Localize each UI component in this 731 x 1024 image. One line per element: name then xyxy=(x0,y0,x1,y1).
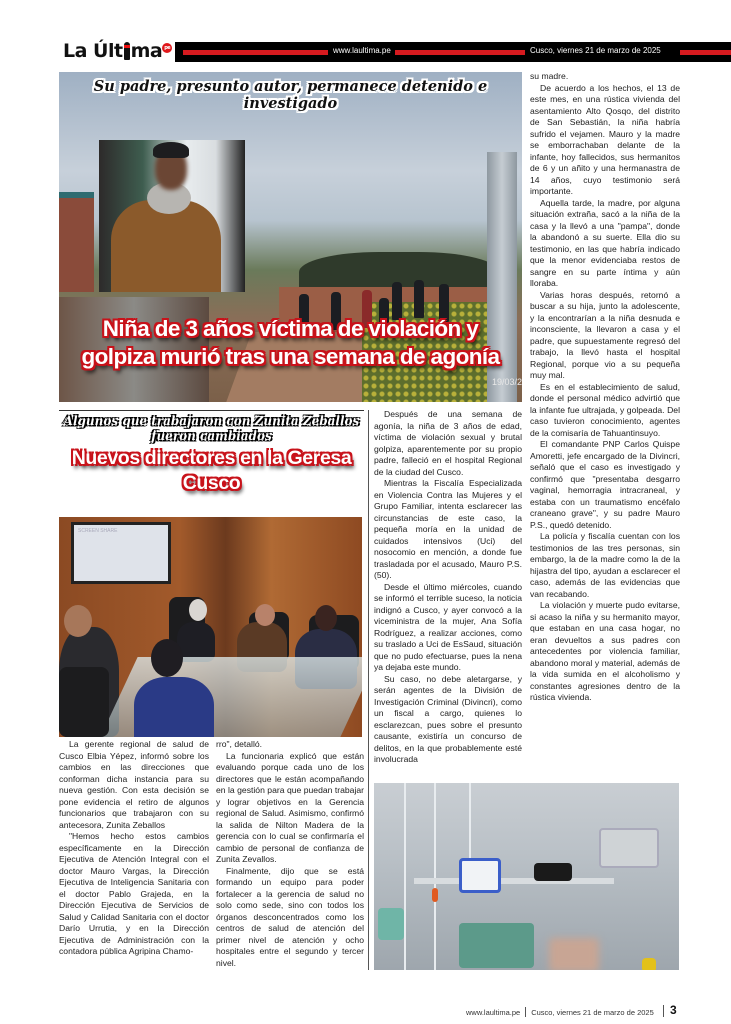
second-kicker: Algunos que trabajaron con Zunita Zeballos fueron cambiados xyxy=(63,414,360,443)
lead-kicker: Su padre, presunto autor, permanece detenido e investigado xyxy=(93,78,488,112)
paragraph: Después de una semana de agonía, la niña de 3 años de edad, víctima de violación sexual y brutal golpiza, aparentemente por su propio padre, falleció en el hospital Regional de la ciudad del Cusco. xyxy=(374,409,522,477)
bar-stripe xyxy=(395,50,525,55)
footer-website: www.laultima.pe xyxy=(466,1008,521,1017)
paragraph: Mientras la Fiscalía Especializada en Violencia Contra las Mujeres y el Grupo Familiar, intenta esclarecer las circunstancias de este caso, la pequeña moría en la unidad de cuidados intensivos (Uci) del nosocomio en mención, a donde fue trasladada por el acusado, Mauro P.S. (50). xyxy=(374,478,522,580)
masthead xyxy=(0,38,731,68)
footer-separator xyxy=(525,1007,526,1017)
paragraph: Desde el último miércoles, cuando se informó el terrible suceso, la noticia indignó a Cusco, y ayer convocó a la viceministra de la mujer, Ana Sofía Rodríguez, a realizar acciones, como su traslado a Uci de EsSaud, situación que no pudo efectuarse, pues la nena ya dejaba este mundo. xyxy=(374,581,522,672)
footer-dateline: Cusco, viernes 21 de marzo de 2025 xyxy=(531,1008,654,1017)
masthead-bar xyxy=(175,42,731,62)
microphone-icon xyxy=(124,42,130,60)
photo-person-head xyxy=(315,605,337,631)
photo-timestamp: 19/03/2 xyxy=(491,377,522,387)
lead-photo xyxy=(59,72,522,402)
second-headline: Nuevos directores en la Geresa Cusco xyxy=(71,447,352,494)
photo-person-head xyxy=(189,599,207,621)
paragraph: De acuerdo a los hechos, el 13 de este mes, en una rústica vivienda del asentamiento Alto Qosqo, del distrito de San Sebastián, la niña habría sufrido el vejamen. Mauro y la madre se emborrachaban delante de la infante, hoy fallecidos, sus hermanitos de 6 y un añito y una hermanastra de 14 años, cuyo testimonio será importante. xyxy=(530,82,680,196)
photo-tv-screen xyxy=(71,522,171,584)
lead-headline-line1: Niña de 3 años víctima de violación y xyxy=(102,316,479,341)
photo-blurred-patient xyxy=(549,938,599,970)
photo-person-head xyxy=(64,605,92,637)
photo-person xyxy=(134,677,214,737)
logo-text-la: La Últ xyxy=(63,40,123,62)
photo-person-head xyxy=(151,639,183,677)
second-story-column-1 xyxy=(59,739,209,958)
suspect-inset-photo xyxy=(99,140,245,292)
lead-headline xyxy=(59,315,522,371)
photo-infusion-pump xyxy=(459,923,534,968)
logo-text-ma: ma xyxy=(130,40,163,62)
paragraph: Finalmente, dijo que se está formando un equipo para poder fortalecer a la gerencia de salud no solo como sede, sino con todos los órganos desconcentrados como los centros de salud de atención del primer nivel de atención y ocho hospitales entre el segundo y tercer nivel. xyxy=(216,865,364,968)
photo-person-head xyxy=(255,604,275,626)
paragraph: "Hemos hecho estos cambios específicamente en la Dirección Ejecutiva de Atención Integral con el doctor Mauro Vargas, la Dirección Ejecutiva de Inteligencia Sanitaria con el doctor Pablo Grajeda, en la Dirección Ejecutiva de Servicios de Salud y Calidad Sanitaria con el doctor Darío Urrutia, y en la Dirección Ejecutiva de Administración con la contadora pública Agripina Chamo- xyxy=(59,831,209,956)
logo-badge: pe xyxy=(162,43,172,53)
footer xyxy=(466,1007,654,1017)
photo-house xyxy=(59,192,94,292)
photo-iv-line xyxy=(434,783,436,970)
column-divider xyxy=(368,410,369,970)
paragraph: Varias horas después, retornó a buscar a su hija, junto la adolescente, y la encontrarían a la niña desnuda e inconsciente, la llevaron a casa y el padre, que supuestamente regresó del trabajo, la llevó hasta el hospital Regional, porque vio a su pequeña muy mal. xyxy=(530,289,680,380)
bar-stripe xyxy=(183,50,328,55)
lead-story-column-2 xyxy=(530,71,680,704)
paragraph: La gerente regional de salud de Cusco Elbia Yépez, informó sobre los cambios en las direcciones que conforman dicha instancia para su nueva gestión. Con esta decisión se pone evidencia el retiro de algunos funcionarios que trabajaron con su antecesora, Zunita Zeballos xyxy=(59,739,209,830)
photo-iv-line xyxy=(404,783,406,970)
logo xyxy=(63,40,172,62)
meeting-photo xyxy=(59,517,362,737)
paragraph: El comandante PNP Carlos Quispe Amoretti, jefe encargado de la Divincri, señaló que el caso es investigado y confirmó que "presentaba desgarro vaginal, hemorragia intracraneal, y estaba con un traumatismo encéfalo craneano grave", y su padre Mauro P.S., quedó detenido. xyxy=(530,439,680,530)
paragraph: La funcionaria explicó que están evaluando porque cada uno de los directores que le están acompañando en la gestión para que puedan trabajar y lograr objetivos en la Gerencia regional de Salud. Asimismo, confirmó la salida de Nilton Madera de la gerencia con lo cual se confirmaría el cambio de personal de confianza de Zunita Zevallos. xyxy=(216,750,364,864)
second-story-column-2 xyxy=(216,739,364,969)
photo-infusion-pump xyxy=(378,908,404,940)
photo-chair xyxy=(59,667,109,737)
lead-story-column-1 xyxy=(374,409,522,766)
page-number-separator xyxy=(663,1005,664,1017)
paragraph: rro", detalló. xyxy=(216,739,263,749)
inset-hair xyxy=(153,142,189,158)
page-number: 3 xyxy=(670,1003,677,1017)
masthead-dateline: Cusco, viernes 21 de marzo de 2025 xyxy=(530,46,661,55)
paragraph: su madre. xyxy=(530,71,569,81)
photo-person xyxy=(414,280,424,318)
paragraph: Su caso, no debe aletargarse, y serán agentes de la División de Investigación Criminal (Divincri), como un fiscal a cargo, quienes lo esclarezcan, pues sobre el presunto causante, existiría un concurso de delitos, en la que probablemente esté involucrada xyxy=(374,673,522,764)
paragraph: Es en el establecimiento de salud, donde el personal médico advirtió que la infante fue ultrajada, y golpeada. Del caso tuvieron conocimiento, agentes de la comisaría de Tahuantinsuyo. xyxy=(530,381,680,438)
paragraph: Aquella tarde, la madre, por alguna situación extraña, sacó a la niña de la casa y la llevó a una "pampa", donde la abandonó a su suerte. Ella dio su testimonio, en las que habría indicado que la menor evidenciaba restos de sangre en su parte íntima y aún lloraba. xyxy=(530,197,680,288)
photo-black-object xyxy=(534,863,572,881)
masthead-website: www.laultima.pe xyxy=(333,46,391,55)
icu-photo xyxy=(374,783,679,970)
photo-wall-monitor xyxy=(599,828,659,868)
bar-stripe xyxy=(680,50,731,55)
screen-share-text: SCREEN SHARE xyxy=(78,528,118,534)
paragraph: La policía y fiscalía cuentan con los testimonios de las tres personas, sin embargo, la de la madre como la de la hijastra del tipo, ayudan a esclarecer el caso, además de las evidencias que van recabando. xyxy=(530,531,680,599)
photo-orange-clamp xyxy=(432,888,438,902)
paragraph: La violación y muerte pudo evitarse, si acaso la niña y su hermanito mayor, que estaban en una casa hogar, no eran devueltos a sus padres con antecedentes por violencia familiar, abandono moral y material, además de la vida sumida en el alcoholismo y constantes agresiones dentro de la rústica vivienda. xyxy=(530,600,680,702)
photo-yellow-clamp xyxy=(642,958,656,970)
lead-headline-line2: golpiza murió tras una semana de agonía xyxy=(81,344,500,369)
photo-shelf xyxy=(414,878,614,884)
section-divider xyxy=(59,410,364,411)
photo-bp-monitor xyxy=(459,858,501,893)
